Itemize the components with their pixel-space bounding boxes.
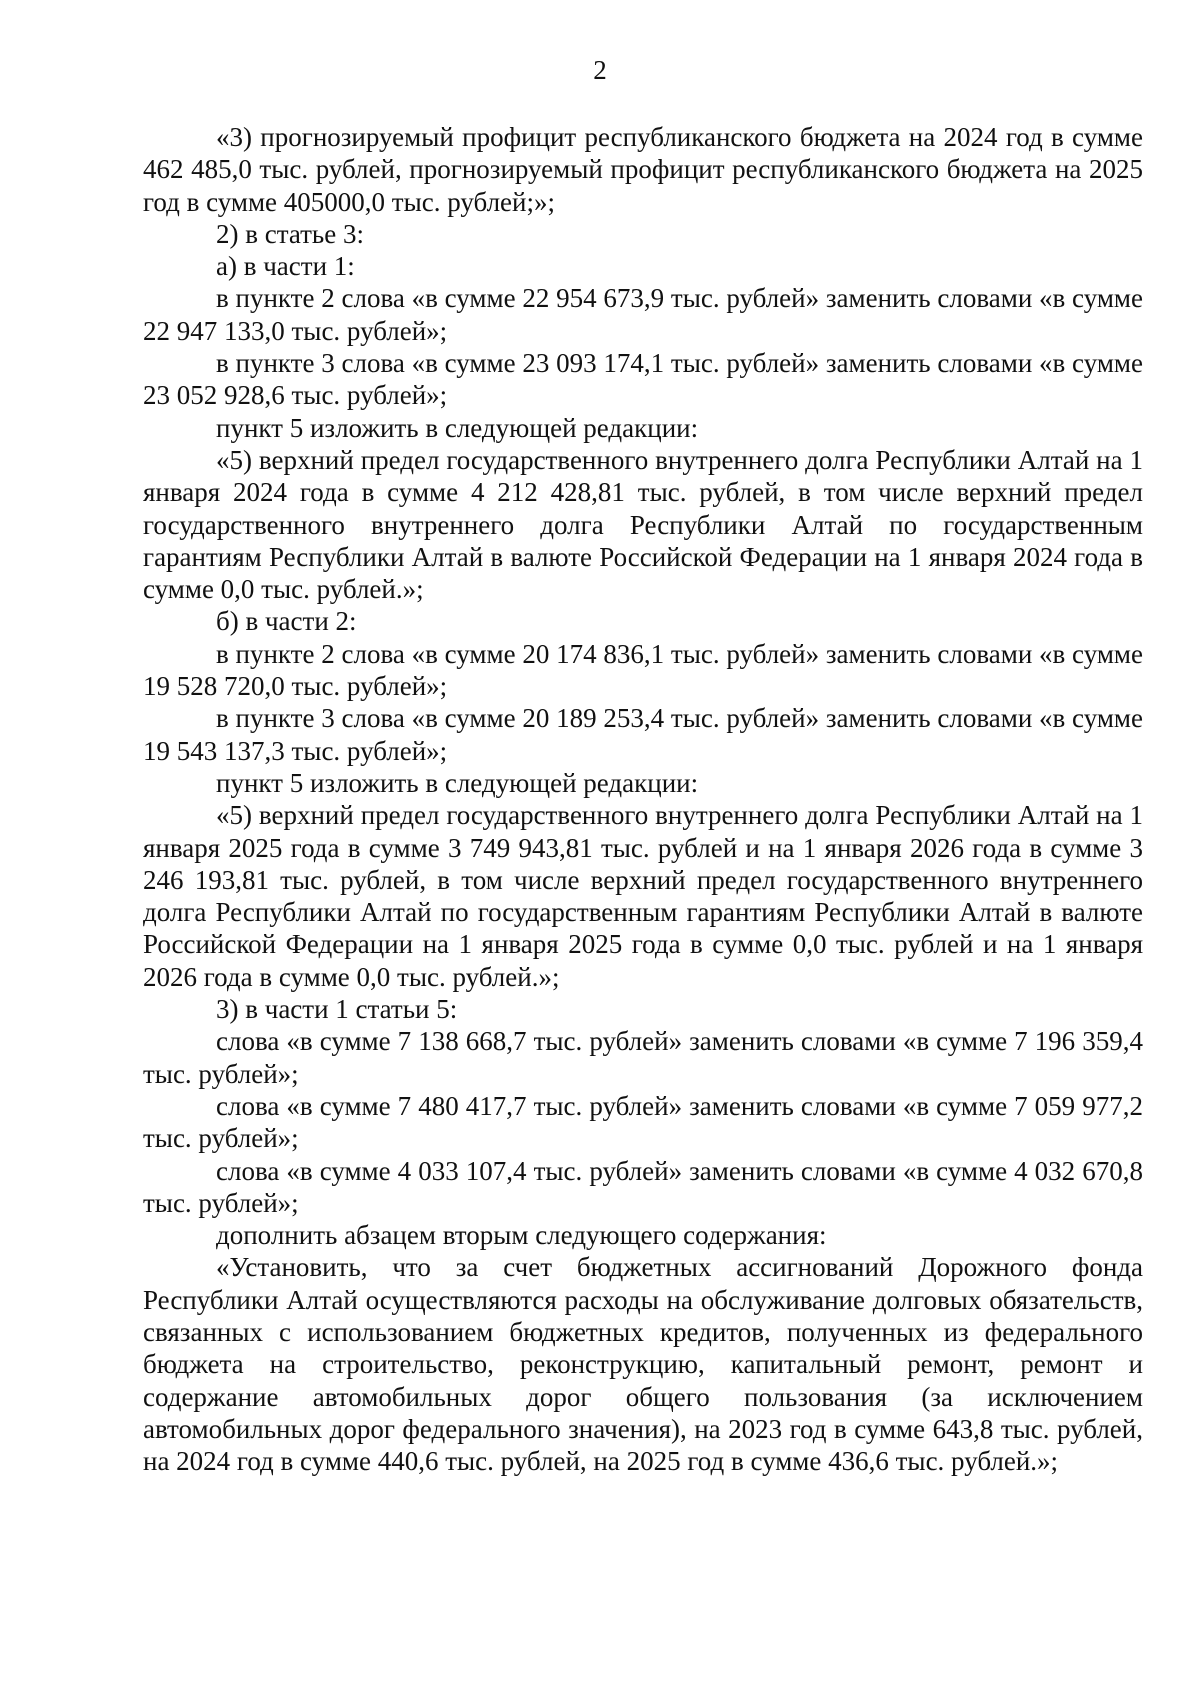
document-body bbox=[143, 121, 1143, 1477]
paragraph-add-second-paragraph: дополнить абзацем вторым следующего содержания: bbox=[216, 1220, 827, 1251]
paragraph-article-3: 2) в статье 3: bbox=[216, 218, 364, 249]
paragraph-part-2: б) в части 2: bbox=[216, 606, 357, 637]
paragraph-part-2-item-2: в пункте 2 слова «в сумме 20 174 836,1 тыс. рублей» заменить словами «в сумме 19 528 720,0 тыс. рублей»; bbox=[143, 638, 1143, 702]
paragraph-part-1-item-5-intro: пункт 5 изложить в следующей редакции: bbox=[216, 412, 699, 443]
paragraph-article-5-words-1: слова «в сумме 7 138 668,7 тыс. рублей» заменить словами «в сумме 7 196 359,4 тыс. рублей»; bbox=[143, 1026, 1143, 1089]
page-number: 2 bbox=[593, 55, 607, 85]
paragraph-article-5-words-3: слова «в сумме 4 033 107,4 тыс. рублей» заменить словами «в сумме 4 032 670,8 тыс. рублей»; bbox=[143, 1155, 1143, 1218]
paragraph-part-2-item-5-intro: пункт 5 изложить в следующей редакции: bbox=[216, 767, 699, 798]
paragraph-profit-forecast: «3) прогнозируемый профицит республиканского бюджета на 2024 год в сумме 462 485,0 тыс. рублей, прогнозируемый профицит республиканского бюджета на 2025 год в сумме 405000,0 тыс. рублей;»; bbox=[143, 122, 1143, 217]
paragraph-part-1-item-2: в пункте 2 слова «в сумме 22 954 673,9 тыс. рублей» заменить словами «в сумме 22 947 133,0 тыс. рублей»; bbox=[143, 283, 1143, 346]
paragraph-part-1-item-5-text: «5) верхний предел государственного внутреннего долга Республики Алтай на 1 января 2024 года в сумме 4 212 428,81 тыс. рублей, в том числе верхний предел государственного внутреннего долга Республики Алтай по государственным гарантиям Республики Алтай в валюте Российской Федерации на 1 января 2024 года в сумме 0,0 тыс. рублей.»; bbox=[143, 444, 1143, 605]
paragraph-article-5-words-2: слова «в сумме 7 480 417,7 тыс. рублей» заменить словами «в сумме 7 059 977,2 тыс. рублей»; bbox=[143, 1090, 1143, 1154]
paragraph-part-1-item-3: в пункте 3 слова «в сумме 23 093 174,1 тыс. рублей» заменить словами «в сумме 23 052 928,6 тыс. рублей»; bbox=[143, 348, 1143, 411]
paragraph-part-2-item-5-text: «5) верхний предел государственного внутреннего долга Республики Алтай на 1 января 2025 года в сумме 3 749 943,81 тыс. рублей и на 1 января 2026 года в сумме 3 246 193,81 тыс. рублей, в том числе верхний предел государственного внутреннего долга Республики Алтай по государственным гарантиям Республики Алтай в валюте Российской Федерации на 1 января 2025 года в сумме 0,0 тыс. рублей и на 1 января 2026 года в сумме 0,0 тыс. рублей.»; bbox=[143, 800, 1143, 992]
paragraph-road-fund: «Установить, что за счет бюджетных ассигнований Дорожного фонда Республики Алтай осуществляются расходы на обслуживание долговых обязательств, связанных с использованием бюджетных кредитов, полученных из федерального бюджета на строительство, реконструкцию, капитальный ремонт, ремонт и содержание автомобильных дорог общего пользования (за исключением автомобильных дорог федерального значения), на 2023 год в сумме 643,8 тыс. рублей, на 2024 год в сумме 440,6 тыс. рублей, на 2025 год в сумме 436,6 тыс. рублей.»; bbox=[143, 1252, 1143, 1477]
paragraph-part-2-item-3: в пункте 3 слова «в сумме 20 189 253,4 тыс. рублей» заменить словами «в сумме 19 543 137,3 тыс. рублей»; bbox=[143, 703, 1143, 766]
paragraph-part-1: а) в части 1: bbox=[216, 251, 355, 282]
paragraph-article-5: 3) в части 1 статьи 5: bbox=[216, 994, 458, 1025]
